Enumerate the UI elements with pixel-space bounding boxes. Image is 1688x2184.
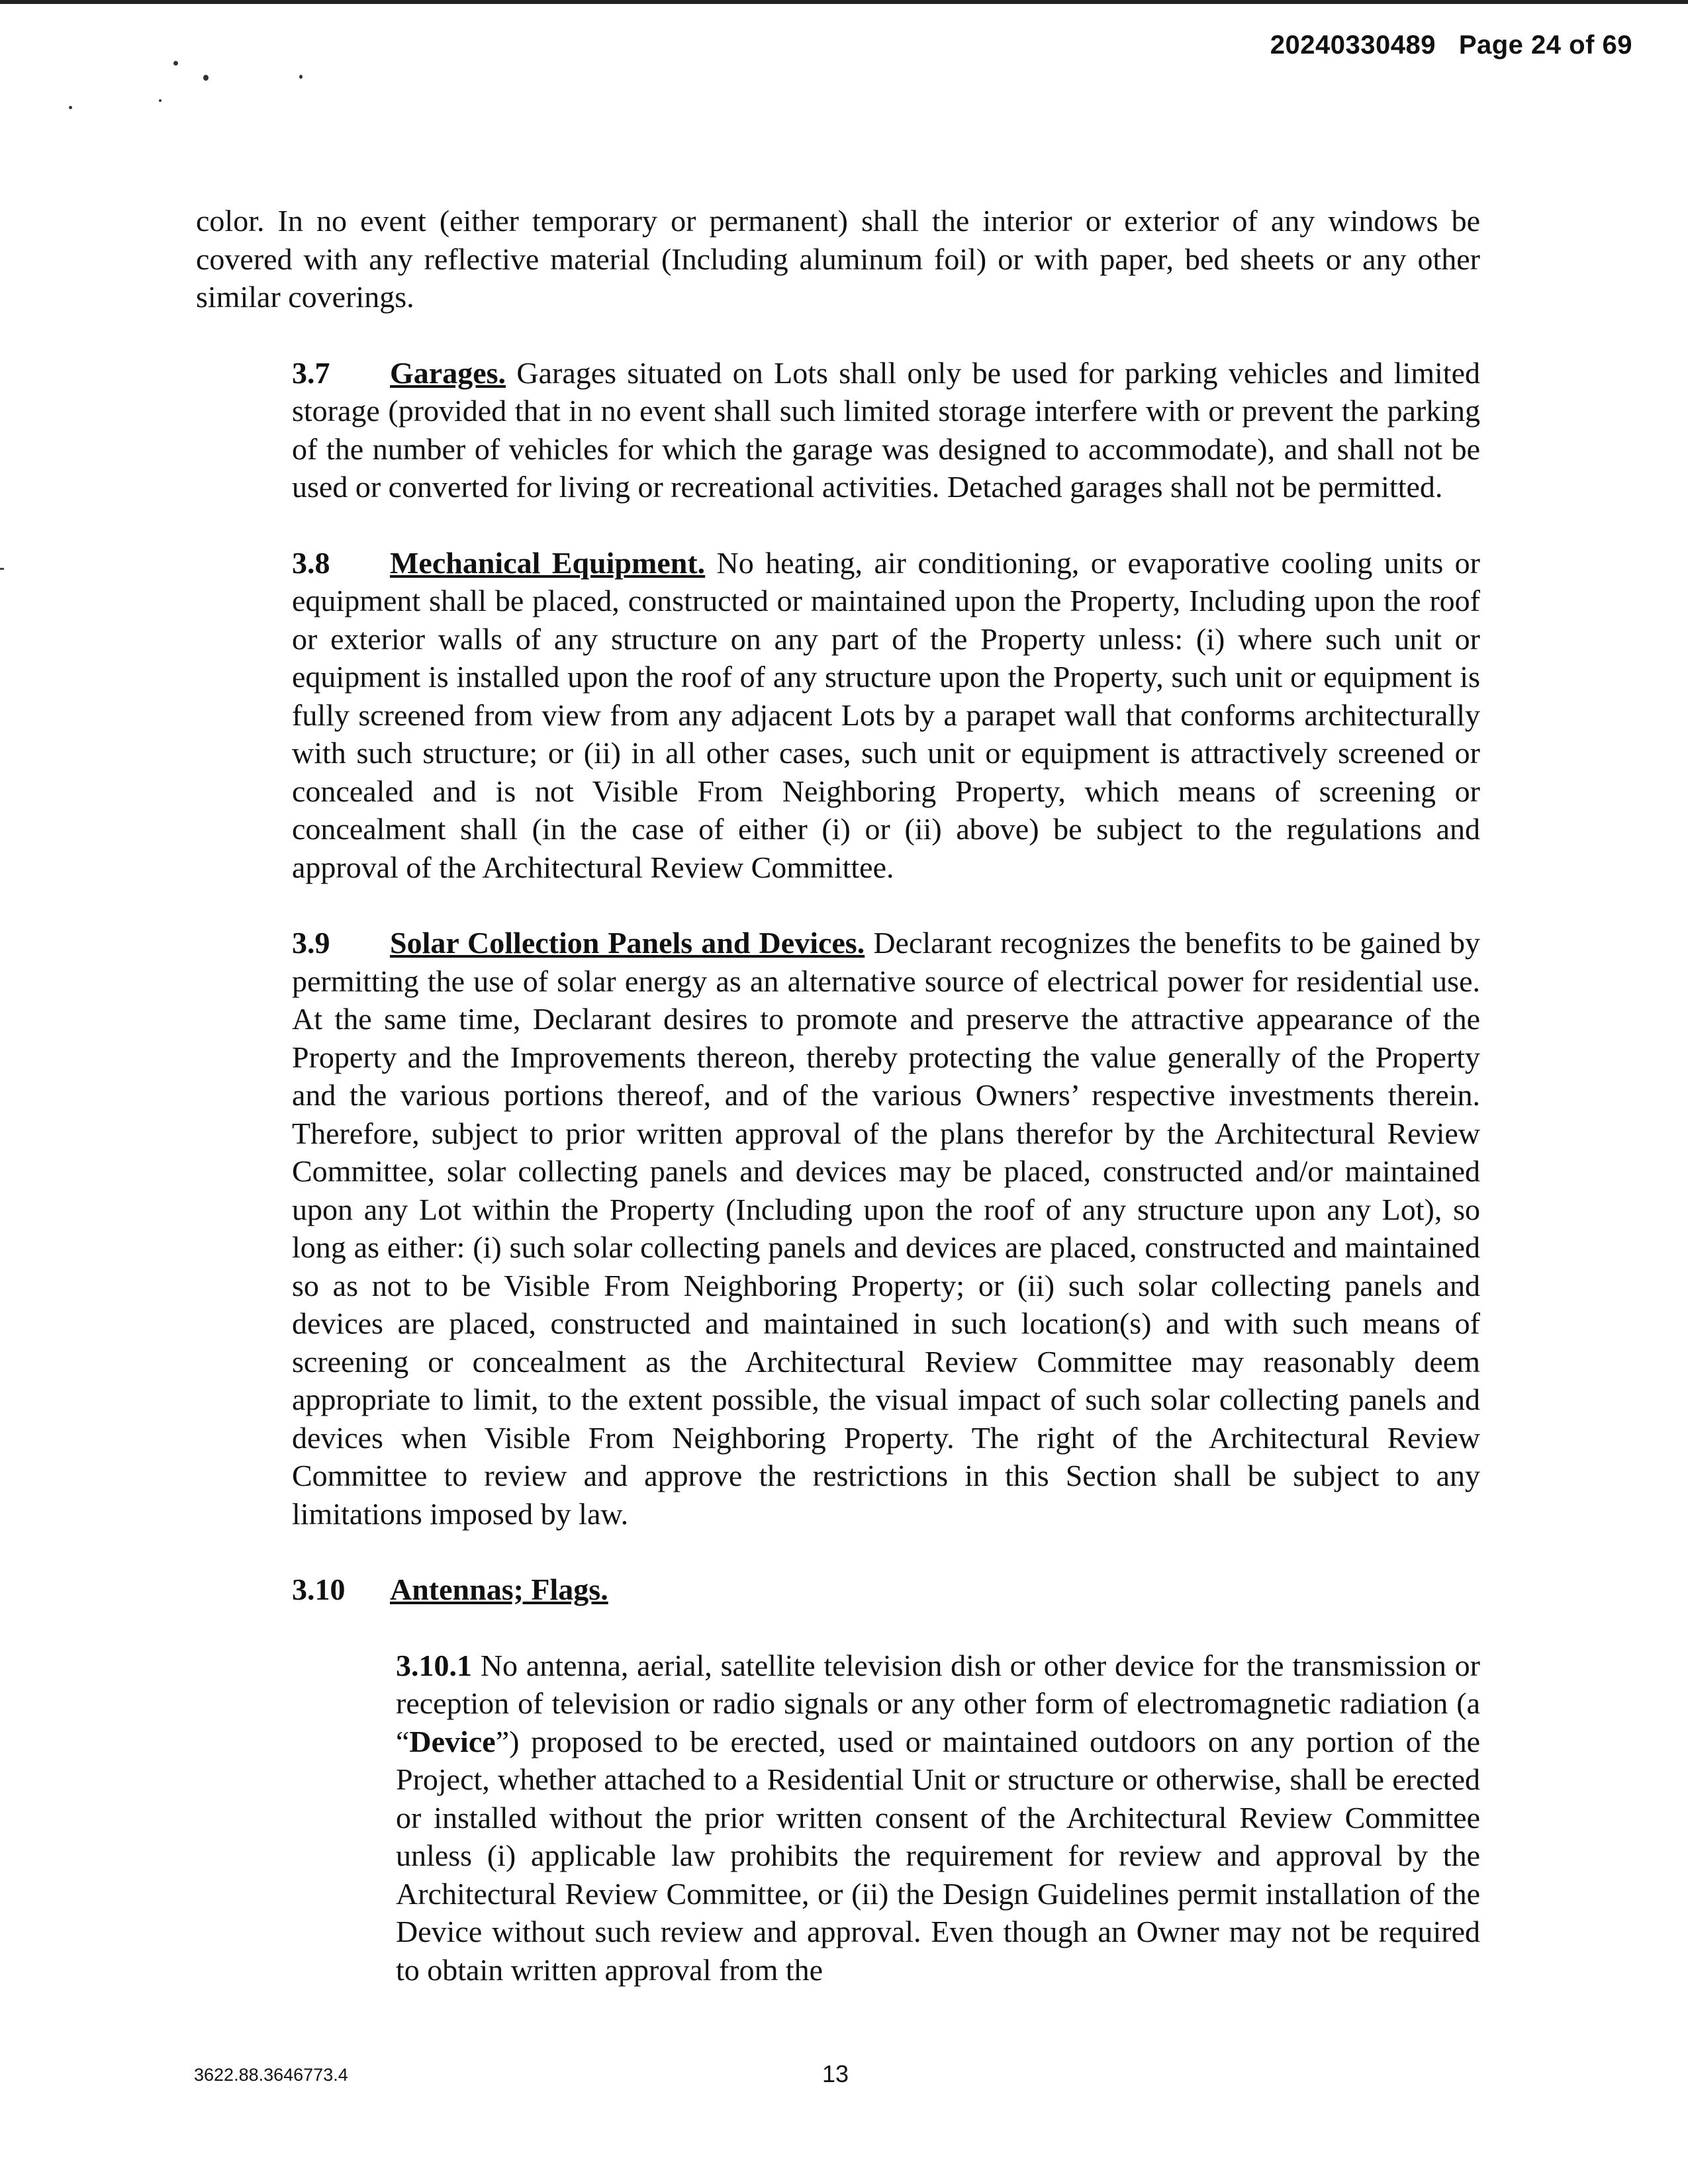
section-number: 3.7 (292, 355, 330, 390)
section-3-8 (196, 544, 1480, 887)
section-title: Garages. (390, 355, 506, 390)
section-text: Declarant recognizes the benefits to be gained by permitting the use of solar energy as an alternative source of electrical power for residential use. At the same time, Declarant desires to promote and preserve the attractive appearance of the Property and the Improvements thereon, thereby protecting the value generally of the Property and the various portions thereof, and of the various Owners’ respective investments therein. Therefore, subject to prior written approval of the plans therefor by the Architectural Review Committee, solar collecting panels and devices may be placed, constructed and/or maintained upon any Lot within the Property (Including upon the roof of any structure upon any Lot), so long as either: (i) such solar collecting panels and devices are placed, constructed and maintained so as not to be Visible From Neighboring Property; or (ii) such solar collecting panels and devices are placed, constructed and maintained in such location(s) and with such means of screening or concealment as the Architectural Review Committee may reasonably deem appropriate to limit, to the extent possible, the visual impact of such solar collecting panels and devices when Visible From Neighboring Property. The right of the Architectural Review Committee to review and approve the restrictions in this Section shall be subject to any limitations imposed by law. (292, 926, 1481, 1531)
subsection-text-b: ”) proposed to be erected, used or maintained outdoors on any portion of the Project, whether attached to a Residential Unit or structure or otherwise, shall be erected or installed without the prior written consent of the Architectural Review Committee unless (i) applicable law prohibits the requirement for review and approval by the Architectural Review Committee, or (ii) the Design Guidelines permit installation of the Device without such review and approval. Even though an Owner may not be required to obtain written approval from the (396, 1724, 1480, 1987)
subsection-text-a: No antenna, aerial, satellite television dish or other device for the transmission or reception of television or radio signals or any other form of electromagnetic radiation (a “ (396, 1648, 1480, 1758)
subsection-number: 3.10.1 (396, 1648, 472, 1682)
footer-page-number: 13 (822, 2060, 849, 2087)
section-3-10-1 (196, 1647, 1480, 1989)
section-3-10-heading (196, 1570, 1480, 1609)
section-number: 3.9 (292, 926, 330, 960)
section-3-7 (196, 354, 1480, 506)
scan-speck (159, 99, 162, 102)
document-body (196, 202, 1480, 1989)
top-edge-rule (0, 0, 1688, 4)
recording-number: 20240330489 (1270, 30, 1436, 60)
footer-document-code: 3622.88.3646773.4 (194, 2065, 348, 2085)
scan-speck (203, 75, 209, 81)
section-3-9 (196, 924, 1480, 1533)
page-reference: Page 24 of 69 (1458, 30, 1632, 60)
scan-speck (69, 106, 72, 109)
section-title: Antennas; Flags. (390, 1572, 608, 1606)
section-number: 3.10 (292, 1572, 346, 1606)
defined-term: Device (409, 1724, 496, 1758)
scan-speck (173, 61, 178, 66)
recording-header (1270, 30, 1632, 60)
section-title: Mechanical Equipment. (390, 545, 706, 580)
scan-speck (299, 75, 303, 79)
section-number: 3.8 (292, 545, 330, 580)
section-title: Solar Collection Panels and Devices. (390, 926, 865, 960)
section-text: No heating, air conditioning, or evaporative cooling units or equipment shall be placed, constructed or maintained upon the Property, Including upon the roof or exterior walls of any structure on any part of the Property unless: (i) where such unit or equipment is installed upon the roof of any structure upon the Property, such unit or equipment is fully screened from view from any adjacent Lots by a parapet wall that conforms architecturally with such structure; or (ii) in all other cases, such unit or equipment is attractively screened or concealed and is not Visible From Neighboring Property, which means of screening or concealment shall (in the case of either (i) or (ii) above) be subject to the regulations and approval of the Architectural Review Committee. (292, 545, 1481, 884)
scan-edge-mark (0, 568, 4, 570)
section-text: Garages situated on Lots shall only be used for parking vehicles and limited storage (provided that in no event shall such limited storage interfere with or prevent the parking of the number of vehicles for which the garage was designed to accommodate), and shall not be used or converted for living or recreational activities. Detached garages shall not be permitted. (292, 355, 1480, 504)
paragraph-continuation: color. In no event (either temporary or permanent) shall the interior or exterior of any windows be covered with any reflective material (Including aluminum foil) or with paper, bed sheets or any other similar coverings. (196, 204, 1480, 314)
